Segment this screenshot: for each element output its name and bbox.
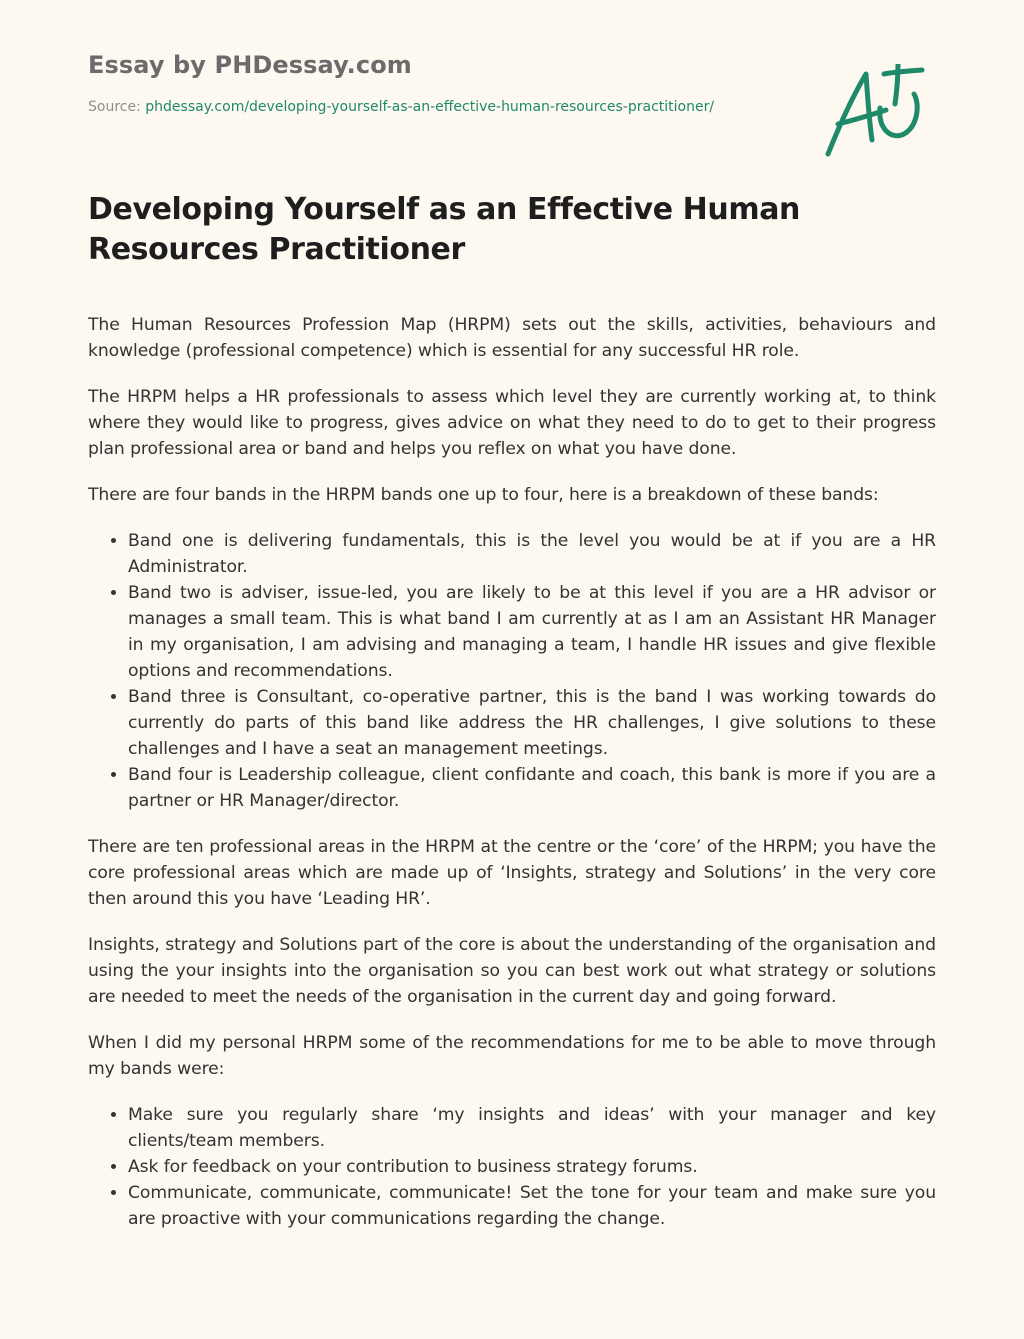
recommendations-list: [88, 1102, 936, 1232]
essay-title: Developing Yourself as an Effective Human Resources Practitioner: [88, 192, 801, 267]
essay-body: [88, 312, 936, 1252]
list-item: • Communicate, communicate, communicate! Set the tone for your team and make sure you are proactive with your communications regarding the change.: [128, 1180, 936, 1232]
source-line: [88, 98, 788, 116]
paragraph: The Human Resources Profession Map (HRPM) sets out the skills, activities, behaviours and knowledge (professional competence) which is essential for any successful HR role.: [88, 315, 936, 361]
list-item: • Band one is delivering fundamentals, this is the level you would be at if you are a HR Administrator.: [128, 528, 936, 580]
list-item: • Make sure you regularly share ‘my insights and ideas’ with your manager and key clients/team members.: [128, 1102, 936, 1154]
paragraph: The HRPM helps a HR professionals to assess which level they are currently working at, to think where they would like to progress, gives advice on what they need to do to get to their progress plan professional area or band and helps you reflex on what you have done.: [88, 387, 936, 459]
list-item: • Band four is Leadership colleague, client confidante and coach, this bank is more if you are a partner or HR Manager/director.: [128, 762, 936, 814]
list-item: • Ask for feedback on your contribution to business strategy forums.: [128, 1154, 936, 1180]
paragraph: Insights, strategy and Solutions part of the core is about the understanding of the organisation and using the your insights into the organisation so you can best work out what strategy or solutions are needed to meet the needs of the organisation in the current day and going forward.: [88, 935, 936, 1007]
list-item: • Band three is Consultant, co-operative partner, this is the band I was working towards do currently do parts of this band like address the HR challenges, I give solutions to these challenges and I have a seat an management meetings.: [128, 684, 936, 762]
bands-list: [88, 528, 936, 814]
source-label: Source:: [88, 99, 146, 115]
brand-title: Essay by PHDessay.com: [88, 51, 412, 79]
paragraph: When I did my personal HRPM some of the recommendations for me to be able to move through my bands were:: [88, 1033, 936, 1079]
paragraph: There are ten professional areas in the HRPM at the centre or the ‘core’ of the HRPM; you have the core professional areas which are made up of ‘Insights, strategy and Solutions’ in the very core then around this you have ‘Leading HR’.: [88, 837, 936, 909]
a-plus-logo-icon: [820, 64, 930, 164]
paragraph: There are four bands in the HRPM bands one up to four, here is a breakdown of these bands:: [88, 485, 879, 505]
page-header: [88, 48, 788, 116]
source-link[interactable]: phdessay.com/developing-yourself-as-an-effective-human-resources-practitioner/: [145, 99, 715, 115]
list-item: • Band two is adviser, issue-led, you are likely to be at this level if you are a HR advisor or manages a small team. This is what band I am currently at as I am an Assistant HR Manager in my organisation, I am advising and managing a team, I handle HR issues and give flexible options and recommendations.: [128, 580, 936, 684]
